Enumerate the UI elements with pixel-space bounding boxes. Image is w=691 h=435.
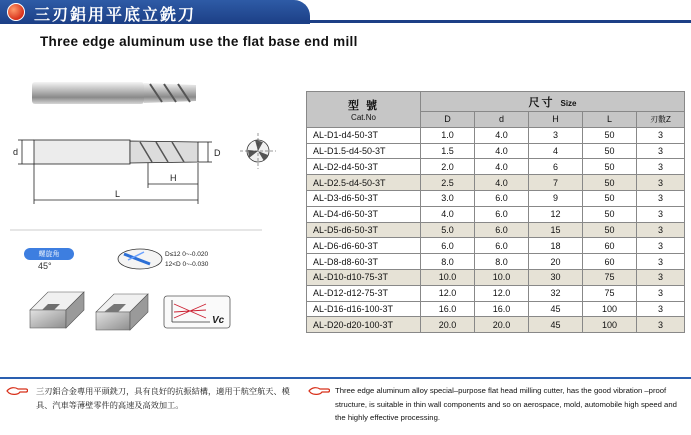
cell-D: 20.0 xyxy=(421,317,475,333)
table-row xyxy=(307,285,685,301)
cell-flutes: 3 xyxy=(637,301,685,317)
cell-flutes: 3 xyxy=(637,159,685,175)
cell-flutes: 3 xyxy=(637,238,685,254)
cell-L: 50 xyxy=(583,206,637,222)
description-en: Three edge aluminum alloy special–purpose flat head milling cutter, has the good vibration –proof structure, is suitable in thin wall components and so on aerospace, mold, automobile high speed and the highly effective processing. xyxy=(335,386,677,422)
dim-d-label: d xyxy=(13,147,19,157)
cell-L: 50 xyxy=(583,175,637,191)
cell-L: 50 xyxy=(583,159,637,175)
page-title: 三刃鋁用平底立銑刀 xyxy=(34,5,197,24)
cell-cat-no: AL-D2-d4-50-3T xyxy=(307,159,421,175)
cell-L: 50 xyxy=(583,143,637,159)
cell-L: 50 xyxy=(583,222,637,238)
cell-D: 12.0 xyxy=(421,285,475,301)
cell-d: 4.0 xyxy=(475,175,529,191)
cell-d: 6.0 xyxy=(475,238,529,254)
cell-H: 30 xyxy=(529,269,583,285)
slot-block-icon xyxy=(30,292,84,328)
cell-D: 5.0 xyxy=(421,222,475,238)
cell-H: 6 xyxy=(529,159,583,175)
end-mill-drawings xyxy=(0,60,300,365)
cell-flutes: 3 xyxy=(637,222,685,238)
cell-d: 12.0 xyxy=(475,285,529,301)
cell-d: 6.0 xyxy=(475,190,529,206)
cell-D: 1.0 xyxy=(421,127,475,143)
table-row xyxy=(307,301,685,317)
table-row xyxy=(307,254,685,270)
cell-cat-no: AL-D3-d6-50-3T xyxy=(307,190,421,206)
cell-L: 60 xyxy=(583,238,637,254)
cell-cat-no: AL-D1-d4-50-3T xyxy=(307,127,421,143)
end-view-icon xyxy=(240,133,276,169)
cell-H: 45 xyxy=(529,317,583,333)
pointing-hand-icon xyxy=(308,386,330,396)
cell-flutes: 3 xyxy=(637,206,685,222)
tolerance-line-2: 12<D 0~-0.030 xyxy=(165,261,209,268)
model-header-en: Cat.No xyxy=(351,112,376,122)
table-row xyxy=(307,206,685,222)
cell-d: 16.0 xyxy=(475,301,529,317)
vc-label: Vc xyxy=(212,315,225,326)
cell-d: 10.0 xyxy=(475,269,529,285)
dim-D-label: D xyxy=(214,148,221,158)
pointing-hand-icon xyxy=(6,386,28,396)
cell-H: 18 xyxy=(529,238,583,254)
tolerance-line-1: D≤12 0~-0.020 xyxy=(165,251,209,258)
size-header-cn: 尺寸 xyxy=(528,96,555,109)
column-header-size xyxy=(421,92,685,112)
cell-D: 2.0 xyxy=(421,159,475,175)
column-header-H: H xyxy=(529,112,583,128)
cell-D: 1.5 xyxy=(421,143,475,159)
cell-D: 6.0 xyxy=(421,238,475,254)
cell-flutes: 3 xyxy=(637,285,685,301)
cell-cat-no: AL-D5-d6-50-3T xyxy=(307,222,421,238)
table-row xyxy=(307,143,685,159)
cell-flutes: 3 xyxy=(637,127,685,143)
table-row xyxy=(307,222,685,238)
helix-angle-value: 45° xyxy=(38,261,52,271)
table-row xyxy=(307,317,685,333)
cell-d: 4.0 xyxy=(475,127,529,143)
spec-table xyxy=(306,91,685,333)
bullet-dot-icon xyxy=(7,3,25,21)
cell-H: 3 xyxy=(529,127,583,143)
table-row xyxy=(307,190,685,206)
cell-H: 7 xyxy=(529,175,583,191)
cell-cat-no: AL-D10-d10-75-3T xyxy=(307,269,421,285)
end-mill-photo xyxy=(32,82,196,104)
cell-H: 32 xyxy=(529,285,583,301)
header-rule xyxy=(300,20,691,23)
cell-cat-no: AL-D6-d6-60-3T xyxy=(307,238,421,254)
cell-d: 4.0 xyxy=(475,159,529,175)
cell-D: 2.5 xyxy=(421,175,475,191)
column-header-D: D xyxy=(421,112,475,128)
cell-H: 12 xyxy=(529,206,583,222)
header-band xyxy=(0,0,691,24)
cell-L: 100 xyxy=(583,301,637,317)
cell-flutes: 3 xyxy=(637,175,685,191)
cell-cat-no: AL-D2.5-d4-50-3T xyxy=(307,175,421,191)
cell-L: 50 xyxy=(583,127,637,143)
spec-table-body xyxy=(307,127,685,332)
table-row xyxy=(307,175,685,191)
size-header-en: Size xyxy=(560,98,577,108)
cell-L: 60 xyxy=(583,254,637,270)
column-header-flutes: 刃數Z xyxy=(637,112,685,128)
cell-cat-no: AL-D4-d6-50-3T xyxy=(307,206,421,222)
cell-cat-no: AL-D12-d12-75-3T xyxy=(307,285,421,301)
cell-flutes: 3 xyxy=(637,269,685,285)
page-subtitle: Three edge aluminum use the flat base end mill xyxy=(40,34,358,49)
cell-D: 8.0 xyxy=(421,254,475,270)
tolerance-icon xyxy=(118,249,162,269)
table-row xyxy=(307,269,685,285)
column-header-model xyxy=(307,92,421,128)
cell-H: 9 xyxy=(529,190,583,206)
model-header-cn: 型 號 xyxy=(347,99,380,112)
helix-angle-badge xyxy=(24,248,74,272)
dim-H-label: H xyxy=(170,173,177,183)
cell-flutes: 3 xyxy=(637,190,685,206)
cell-cat-no: AL-D8-d8-60-3T xyxy=(307,254,421,270)
cell-d: 20.0 xyxy=(475,317,529,333)
cell-H: 45 xyxy=(529,301,583,317)
description-cn: 三刃鋁合金專用平頭銑刀，具有良好的抗振結構，適用于航空航天、模具、汽車等薄壁零件的高速及高效加工。 xyxy=(36,386,290,410)
cell-flutes: 3 xyxy=(637,254,685,270)
cell-cat-no: AL-D20-d20-100-3T xyxy=(307,317,421,333)
column-header-L: L xyxy=(583,112,637,128)
cell-H: 15 xyxy=(529,222,583,238)
cell-d: 6.0 xyxy=(475,222,529,238)
cell-d: 6.0 xyxy=(475,206,529,222)
cell-H: 4 xyxy=(529,143,583,159)
cell-L: 75 xyxy=(583,285,637,301)
cell-D: 16.0 xyxy=(421,301,475,317)
cell-cat-no: AL-D1.5-d4-50-3T xyxy=(307,143,421,159)
cell-D: 3.0 xyxy=(421,190,475,206)
step-block-icon xyxy=(96,294,148,330)
cell-d: 8.0 xyxy=(475,254,529,270)
column-header-d: d xyxy=(475,112,529,128)
cell-L: 100 xyxy=(583,317,637,333)
cell-flutes: 3 xyxy=(637,143,685,159)
table-row xyxy=(307,127,685,143)
table-row xyxy=(307,159,685,175)
cell-H: 20 xyxy=(529,254,583,270)
cell-L: 75 xyxy=(583,269,637,285)
cell-d: 4.0 xyxy=(475,143,529,159)
cell-D: 10.0 xyxy=(421,269,475,285)
cell-cat-no: AL-D16-d16-100-3T xyxy=(307,301,421,317)
cell-L: 50 xyxy=(583,190,637,206)
dim-L-label: L xyxy=(115,189,121,199)
footer-rule xyxy=(0,377,691,379)
cell-D: 4.0 xyxy=(421,206,475,222)
helix-label: 螺旋角 xyxy=(24,248,74,260)
table-row xyxy=(307,238,685,254)
cell-flutes: 3 xyxy=(637,317,685,333)
